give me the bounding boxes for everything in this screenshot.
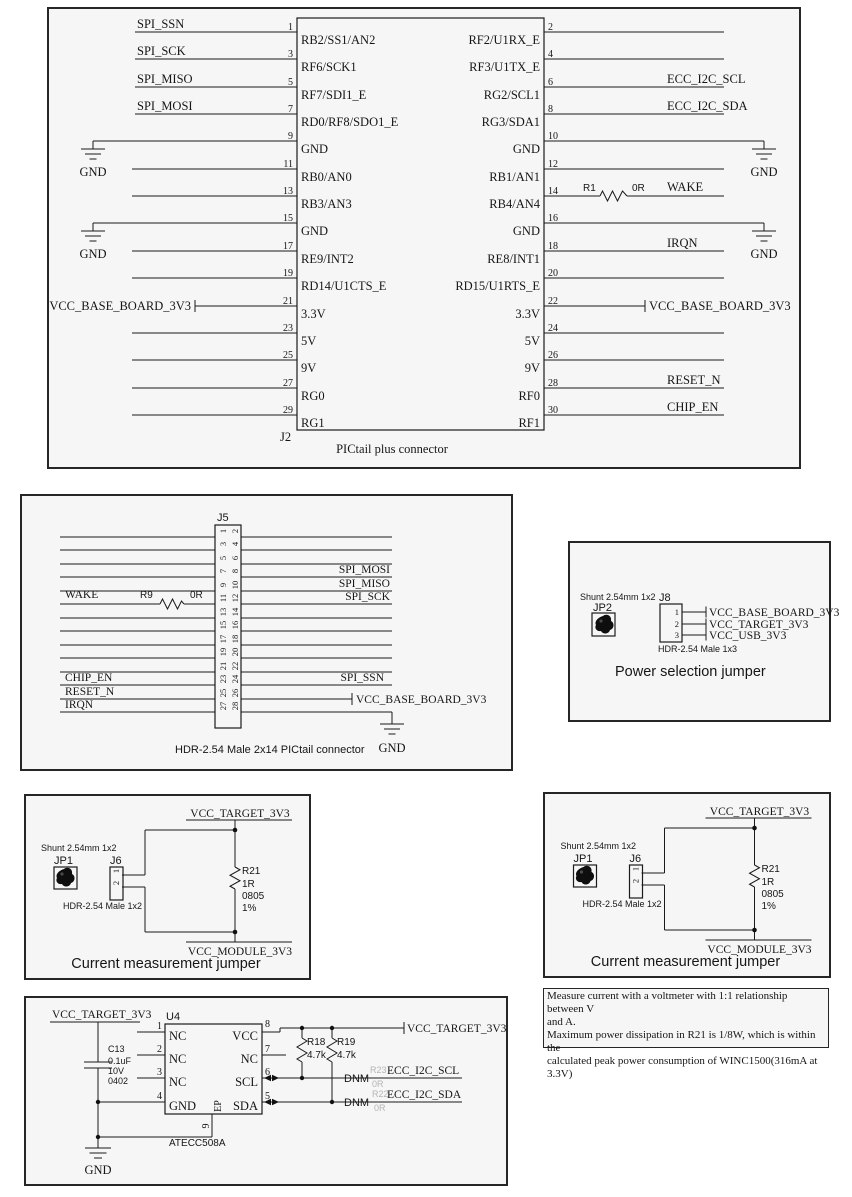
j2-wires — [93, 32, 764, 415]
net-label: VCC_USB_3V3 — [709, 630, 787, 642]
junction-dot — [330, 1100, 334, 1104]
pin-number: 1 — [157, 1021, 162, 1032]
pin-number: 15 — [283, 213, 293, 224]
resistor-tolerance: 1% — [242, 903, 257, 914]
pin-name: RF7/SDI1_E — [301, 88, 367, 102]
pin-number: 17 — [283, 241, 293, 252]
shunt-label: Shunt 2.54mm 1x2 — [580, 592, 656, 602]
shunt-label: Shunt 2.54mm 1x2 — [41, 843, 117, 853]
dnm-resistor-value: 0R — [372, 1079, 384, 1089]
atecc508a-panel — [24, 996, 508, 1186]
resistor-ref: R1 — [583, 183, 596, 194]
net-label: SPI_SCK — [137, 44, 186, 58]
pin-number: 2 — [230, 528, 240, 534]
pin-number: 10 — [548, 131, 558, 142]
pin-name: RB2/SS1/AN2 — [301, 33, 376, 47]
panel-caption: Power selection jumper — [615, 664, 766, 680]
pin-number: 28 — [548, 378, 558, 389]
pin-number: 26 — [548, 350, 558, 361]
pin-number: 27 — [218, 701, 228, 711]
pin-number: 12 — [548, 159, 558, 170]
pin-number: 15 — [218, 620, 228, 630]
net-label: ECC_I2C_SCL — [387, 1065, 460, 1077]
net-label: VCC_MODULE_3V3 — [707, 944, 812, 956]
shunt-photo — [576, 866, 594, 885]
r18-resistor — [297, 1038, 307, 1062]
resistor-tolerance: 1% — [761, 901, 776, 912]
resistor-value: 0R — [190, 590, 203, 601]
pin-name: SDA — [232, 1099, 258, 1113]
pin-name: VCC — [232, 1029, 258, 1043]
resistor-ref: R21 — [242, 866, 261, 877]
note-panel — [543, 988, 829, 1080]
pin-number: 24 — [548, 323, 558, 334]
shunt-photo — [56, 868, 74, 887]
r9-resistor — [160, 599, 184, 609]
resistor-package: 0805 — [242, 891, 265, 902]
cap-voltage: 10V — [108, 1066, 125, 1076]
connector-ref: J8 — [659, 592, 671, 604]
net-label: VCC_TARGET_3V3 — [407, 1023, 507, 1035]
pin-number: 11 — [218, 593, 228, 603]
junction-dot — [300, 1026, 304, 1030]
j8-wires — [682, 607, 706, 641]
r21-resistor — [230, 867, 240, 889]
pin-number: 21 — [218, 661, 228, 671]
pin-number: 5 — [288, 77, 293, 88]
chip-part-number: ATECC508A — [169, 1138, 226, 1149]
connector-caption: PICtail plus connector — [336, 442, 448, 456]
pin-number: 6 — [230, 555, 240, 561]
pin-name: 9V — [524, 361, 540, 375]
dnm-label: DNM — [344, 1097, 370, 1109]
pin-name: RF3/U1TX_E — [469, 60, 540, 74]
connector-ref: J6 — [110, 855, 122, 867]
pin-number: 23 — [218, 674, 228, 684]
net-label: SPI_MISO — [137, 72, 193, 86]
net-label: ECC_I2C_SDA — [667, 99, 748, 113]
resistor-ref: R19 — [337, 1037, 356, 1048]
net-label: ECC_I2C_SDA — [387, 1089, 462, 1101]
pin-number: 1 — [630, 866, 641, 872]
r19-resistor — [327, 1038, 337, 1062]
net-label: VCC_BASE_BOARD_3V3 — [356, 694, 487, 706]
pin-number: 18 — [548, 241, 558, 252]
pin-number: 2 — [157, 1044, 162, 1055]
pin-name: RE8/INT1 — [487, 252, 540, 266]
pin-name: RG1 — [301, 416, 325, 430]
pin-name: RG0 — [301, 389, 325, 403]
pin-number: 6 — [548, 77, 553, 88]
pin-name: RB4/AN4 — [489, 197, 540, 211]
pictail-header-panel — [20, 494, 513, 771]
pin-name: NC — [169, 1052, 187, 1066]
pin-name: NC — [240, 1052, 258, 1066]
header-label: HDR-2.54 Male 1x2 — [582, 899, 662, 909]
note-line: Maximum power dissipation in R21 is 1/8W, which is within the — [547, 1029, 816, 1054]
net-label: IRQN — [667, 236, 698, 250]
net-label: WAKE — [65, 589, 99, 601]
panel-caption: Current measurement jumper — [71, 956, 261, 972]
net-label: SPI_MOSI — [137, 99, 193, 113]
pin-number: 13 — [283, 186, 293, 197]
pin-name: RF6/SCK1 — [301, 60, 357, 74]
pin-number: 13 — [218, 607, 228, 617]
resistor-value: 4.7k — [337, 1050, 356, 1061]
pin-name: RF1 — [518, 416, 540, 430]
net-label: VCC_TARGET_3V3 — [190, 808, 290, 820]
dnm-label: DNM — [344, 1073, 370, 1085]
gnd-label: GND — [750, 165, 778, 179]
net-label: CHIP_EN — [65, 672, 113, 684]
junction-dot — [96, 1135, 100, 1139]
resistor-package: 0805 — [761, 889, 784, 900]
junction-dot — [96, 1100, 100, 1104]
j2-connector-body — [297, 18, 544, 430]
cap-value: 0.1uF — [108, 1056, 132, 1066]
i2c-arrow-icon — [272, 1075, 279, 1081]
pin-name: 5V — [524, 334, 540, 348]
pin-number: 5 — [265, 1091, 270, 1102]
dnm-resistor-ref: R22 — [372, 1089, 389, 1099]
pin-name: NC — [169, 1075, 187, 1089]
pin-name: GND — [169, 1099, 197, 1113]
pin-number: 22 — [548, 296, 558, 307]
dnm-resistor-value: 0R — [374, 1103, 386, 1113]
dnm-resistor-ref: R23 — [370, 1065, 387, 1075]
resistor-value: 4.7k — [307, 1050, 326, 1061]
pin-number: 2 — [674, 619, 679, 629]
pin-number: 3 — [218, 541, 228, 547]
resistor-ref: R21 — [761, 864, 780, 875]
gnd-label: GND — [79, 165, 107, 179]
pin-number: 25 — [218, 688, 228, 698]
pin-number: 6 — [265, 1067, 270, 1078]
pin-name: GND — [512, 142, 540, 156]
net-label: VCC_TARGET_3V3 — [52, 1009, 152, 1021]
pin-number: 9 — [201, 1123, 212, 1129]
cm-wires — [122, 820, 292, 942]
net-label: IRQN — [65, 699, 94, 711]
pin-name: RF2/U1RX_E — [468, 33, 540, 47]
cm-wires — [642, 818, 812, 940]
pin-number: 7 — [218, 568, 228, 574]
connector-ref: J6 — [629, 853, 642, 865]
connector-ref: J5 — [217, 512, 229, 524]
net-label: VCC_MODULE_3V3 — [187, 946, 293, 958]
r1-resistor — [600, 191, 627, 201]
net-label: SPI_MOSI — [338, 564, 390, 576]
current-measurement-panel-right — [543, 792, 831, 978]
gnd-label: GND — [79, 247, 107, 261]
net-label: VCC_TARGET_3V3 — [709, 806, 810, 818]
pin-name: 3.3V — [515, 307, 540, 321]
pin-name: RB1/AN1 — [489, 170, 540, 184]
pin-number: 8 — [265, 1019, 270, 1030]
pin-number: 18 — [230, 634, 240, 644]
gnd-label: GND — [378, 741, 406, 755]
junction-dot — [300, 1076, 304, 1080]
net-label: WAKE — [667, 180, 704, 194]
pictail-plus-connector-panel — [47, 7, 801, 469]
pin-name: 9V — [301, 361, 317, 375]
pin-number: 8 — [548, 104, 553, 115]
resistor-value: 1R — [242, 879, 255, 890]
resistor-ref: R9 — [140, 590, 153, 601]
pin-number: 26 — [230, 688, 240, 698]
pin-name: RE9/INT2 — [301, 252, 354, 266]
gnd-symbol — [380, 724, 404, 734]
resistor-value: 1R — [761, 877, 775, 888]
pin-number: 2 — [111, 880, 121, 886]
pin-name: NC — [169, 1029, 187, 1043]
j2-schematic — [49, 9, 799, 467]
pin-number: 1 — [218, 528, 228, 534]
cap-ref: C13 — [108, 1044, 125, 1054]
pin-name: 3.3V — [301, 307, 326, 321]
pin-number: 27 — [283, 378, 293, 389]
connector-caption: HDR-2.54 Male 2x14 PICtail connector — [175, 744, 365, 756]
pin-number: 19 — [283, 268, 293, 279]
pin-number: 4 — [157, 1091, 162, 1102]
net-label: SPI_MISO — [338, 578, 390, 590]
power-jumper-schematic — [570, 543, 840, 720]
pin-number: 14 — [548, 186, 558, 197]
pin-number: 10 — [230, 580, 240, 590]
pin-name: RD15/U1RTS_E — [455, 279, 540, 293]
pin-number: 29 — [283, 405, 293, 416]
note-line: calculated peak power consumption of WINC1500(316mA at 3.3V) — [547, 1055, 818, 1080]
pin-number: 14 — [230, 607, 240, 617]
junction-dot — [752, 928, 757, 933]
chip-ref: U4 — [166, 1011, 181, 1023]
gnd-label: GND — [750, 247, 778, 261]
pin-name: RD14/U1CTS_E — [301, 279, 387, 293]
jumper-ref: JP1 — [573, 853, 593, 865]
pin-number: 25 — [283, 350, 293, 361]
pin-number: 20 — [230, 647, 240, 657]
pin-number: 21 — [283, 296, 293, 307]
junction-dot — [233, 930, 238, 935]
pin-name: RG3/SDA1 — [481, 115, 540, 129]
pin-number: 3 — [157, 1067, 162, 1078]
cap-package: 0402 — [108, 1076, 129, 1086]
pin-name: SCL — [235, 1075, 258, 1089]
pin-number: 8 — [230, 568, 240, 574]
pin-number: 1 — [111, 868, 121, 874]
power-selection-panel — [568, 541, 840, 722]
junction-dot — [752, 826, 757, 831]
r21-resistor — [750, 865, 760, 887]
pin-name: RB3/AN3 — [301, 197, 352, 211]
pin-number: 3 — [288, 49, 293, 60]
current-measurement-panel-left — [24, 794, 311, 980]
junction-dot — [233, 828, 238, 833]
cm-schematic — [545, 794, 829, 976]
pin-name: GND — [301, 224, 329, 238]
pin-number: 16 — [548, 213, 558, 224]
pin-number: 11 — [283, 159, 293, 170]
pin-number: 3 — [674, 630, 679, 640]
header-label: HDR-2.54 Male 1x2 — [63, 901, 143, 911]
panel-caption: Current measurement jumper — [590, 954, 781, 970]
pin-name: RF0 — [518, 389, 540, 403]
gnd-label: GND — [84, 1163, 112, 1177]
net-label: VCC_BASE_BOARD_3V3 — [49, 299, 191, 313]
pin-number: 7 — [288, 104, 293, 115]
pin-name: 5V — [301, 334, 317, 348]
pin-name: RG2/SCL1 — [483, 88, 540, 102]
pin-number: 4 — [230, 541, 240, 547]
i2c-arrow-icon — [272, 1099, 279, 1105]
pin-number: 23 — [283, 323, 293, 334]
note-text — [544, 989, 828, 1082]
pin-number: 5 — [218, 555, 228, 561]
pin-name: EP — [213, 1100, 224, 1112]
pin-number: 24 — [230, 674, 240, 684]
junction-dot — [330, 1026, 334, 1030]
pin-name: GND — [512, 224, 540, 238]
pin-number: 1 — [288, 22, 293, 33]
pin-number: 7 — [265, 1044, 270, 1055]
jumper-ref: JP1 — [54, 855, 73, 867]
pin-number: 16 — [230, 620, 240, 630]
net-label: SPI_SSN — [340, 672, 384, 684]
resistor-value: 0R — [632, 183, 645, 194]
pin-name: GND — [301, 142, 329, 156]
gnd-symbol — [85, 1148, 111, 1158]
pin-number: 28 — [230, 701, 240, 711]
note-line: and A. — [547, 1016, 576, 1028]
pin-number: 9 — [288, 131, 293, 142]
net-label: ECC_I2C_SCL — [667, 72, 746, 86]
pin-number: 12 — [230, 593, 240, 603]
pin-name: RB0/AN0 — [301, 170, 352, 184]
net-label: RESET_N — [65, 686, 115, 698]
pin-number: 20 — [548, 268, 558, 279]
shunt-label: Shunt 2.54mm 1x2 — [560, 841, 637, 851]
pin-number: 17 — [218, 634, 228, 644]
net-label: SPI_SCK — [345, 591, 390, 603]
net-label: RESET_N — [667, 373, 721, 387]
pin-number: 19 — [218, 647, 228, 657]
connector-ref: J2 — [280, 430, 292, 444]
pin-number: 9 — [218, 582, 228, 588]
shunt-photo — [595, 615, 613, 634]
gnd-symbols — [81, 149, 776, 241]
resistor-ref: R18 — [307, 1037, 326, 1048]
header-label: HDR-2.54 Male 1x3 — [658, 644, 738, 654]
atecc-schematic — [26, 998, 506, 1184]
net-label: VCC_BASE_BOARD_3V3 — [709, 607, 840, 619]
pin-name: RD0/RF8/SDO1_E — [301, 115, 399, 129]
net-label: VCC_TARGET_3V3 — [709, 619, 809, 631]
pin-number: 4 — [548, 49, 553, 60]
net-label: SPI_SSN — [137, 17, 185, 31]
note-line: Measure current with a voltmeter with 1:1 relationship between V — [547, 990, 788, 1015]
pin-number: 2 — [630, 878, 641, 884]
pin-number: 22 — [230, 661, 240, 671]
j5-schematic — [22, 496, 511, 769]
pin-number: 30 — [548, 405, 558, 416]
net-label: CHIP_EN — [667, 400, 719, 414]
cm-schematic — [26, 796, 309, 978]
pin-number: 2 — [548, 22, 553, 33]
pin-number: 1 — [674, 607, 679, 617]
net-label: VCC_BASE_BOARD_3V3 — [649, 299, 791, 313]
jumper-ref: JP2 — [593, 602, 612, 614]
